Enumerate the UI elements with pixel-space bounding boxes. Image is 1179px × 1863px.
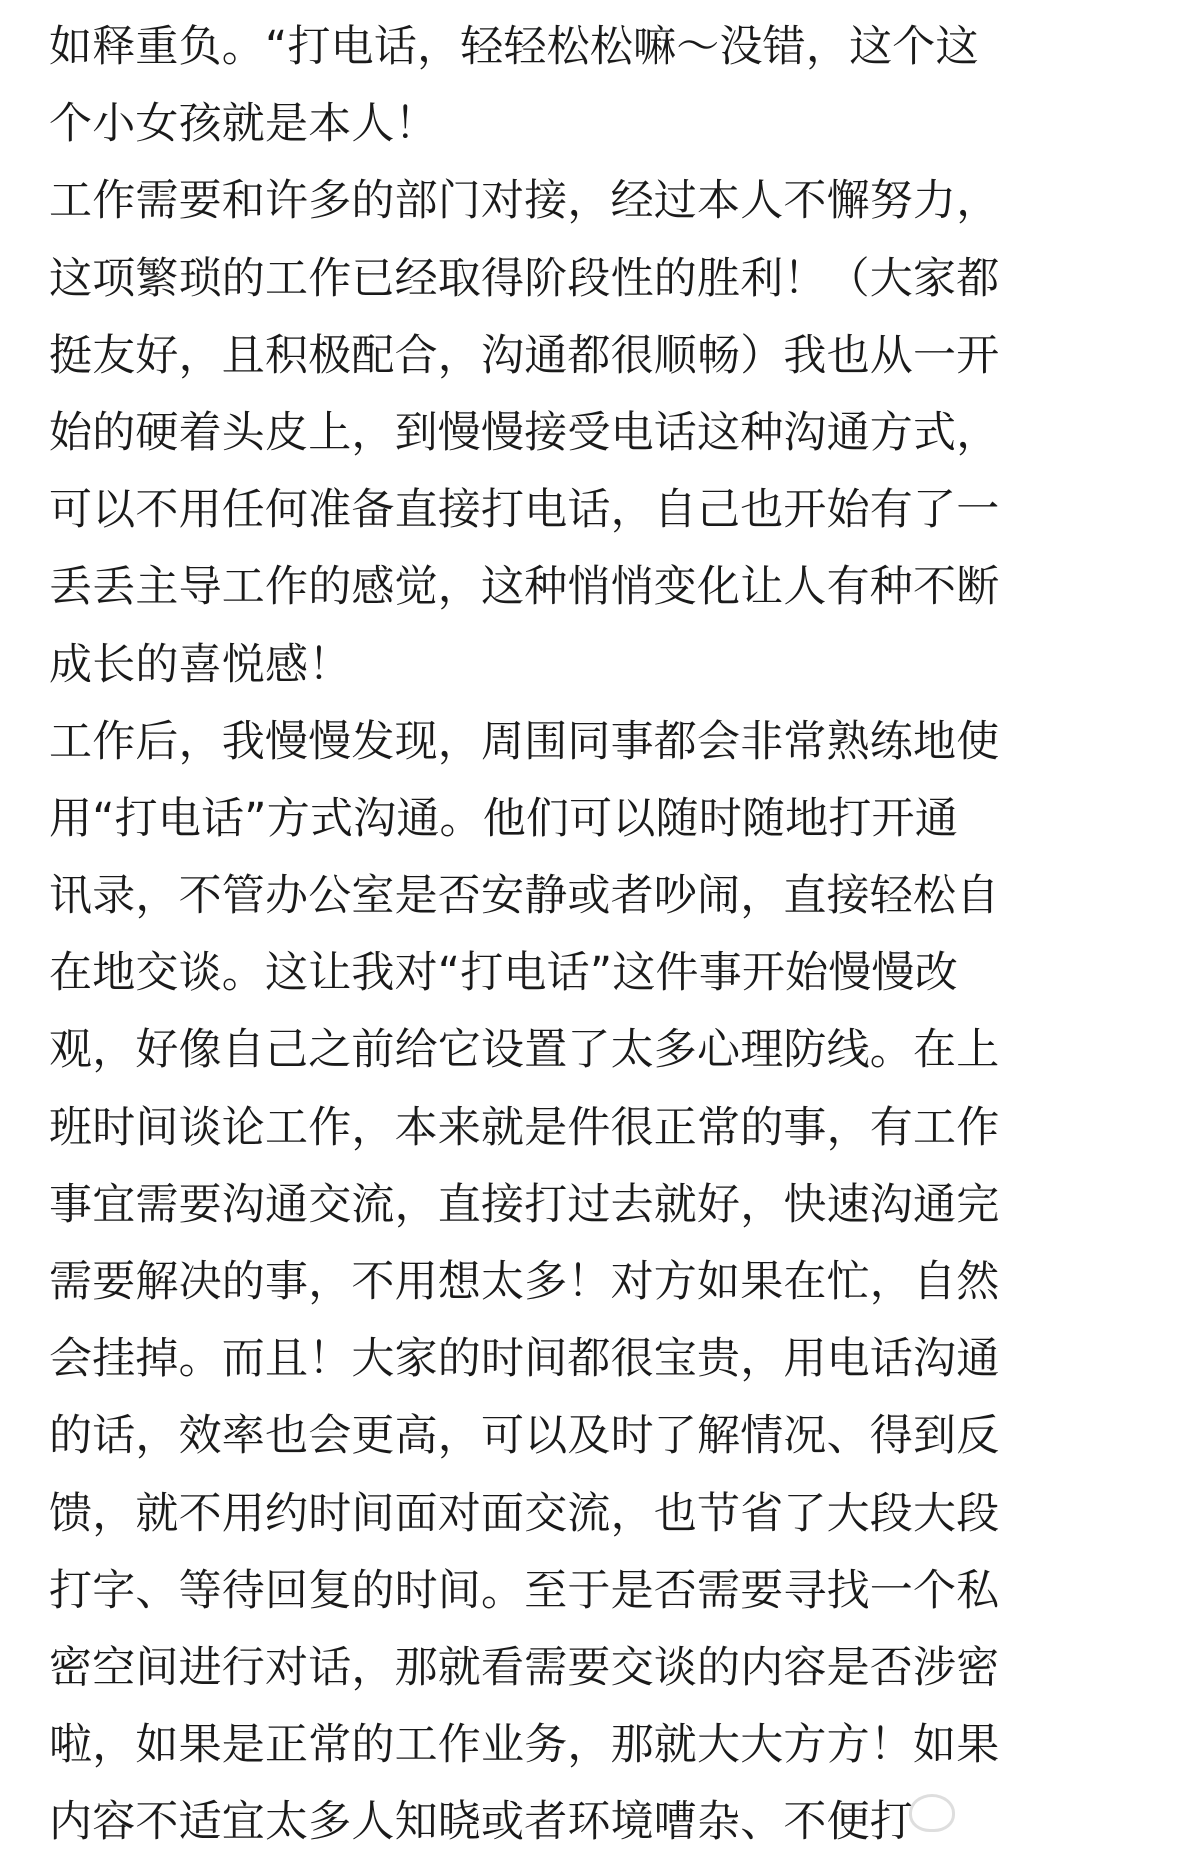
- text-line: 的话，效率也会更高，可以及时了解情况、得到反: [49, 1411, 1000, 1462]
- text-line: 工作需要和许多的部门对接，经过本人不懈努力，: [49, 176, 1000, 227]
- text-line: 在地交谈。这让我对“打电话”这件事开始慢慢改: [49, 948, 958, 999]
- text-line: 工作后，我慢慢发现，周围同事都会非常熟练地使: [49, 716, 1000, 767]
- text-line: 始的硬着头皮上，到慢慢接受电话这种沟通方式，: [49, 407, 1000, 458]
- text-line: 个小女孩就是本人！: [49, 99, 438, 150]
- text-line: 丢丢主导工作的感觉，这种悄悄变化让人有种不断: [49, 562, 1000, 613]
- text-line: 用“打电话”方式沟通。他们可以随时随地打开通: [49, 793, 958, 844]
- text-line: 观，好像自己之前给它设置了太多心理防线。在上: [49, 1025, 1000, 1076]
- text-line: 打字、等待回复的时间。至于是否需要寻找一个私: [49, 1565, 1000, 1616]
- text-line: 可以不用任何准备直接打电话，自己也开始有了一: [49, 485, 1000, 536]
- text-line: 内容不适宜太多人知晓或者环境嘈杂、不便打: [49, 1797, 913, 1848]
- watermark: [909, 1785, 1139, 1841]
- text-line: 班时间谈论工作，本来就是件很正常的事，有工作: [49, 1102, 1000, 1153]
- text-line: 这项繁琐的工作已经取得阶段性的胜利！（大家都: [49, 253, 1000, 304]
- text-line: 成长的喜悦感！: [49, 639, 352, 690]
- text-line: 啦，如果是正常的工作业务，那就大大方方！如果: [49, 1720, 1000, 1771]
- text-line: 如释重负。“打电话，轻轻松松嘛～没错，这个这: [49, 22, 979, 72]
- article-body: [49, 0, 1134, 1862]
- text-line: 挺友好，且积极配合，沟通都很顺畅）我也从一开: [49, 330, 1000, 381]
- text-line: 事宜需要沟通交流，直接打过去就好，快速沟通完: [49, 1179, 1000, 1230]
- text-line: 会挂掉。而且！大家的时间都很宝贵，用电话沟通: [49, 1334, 1000, 1385]
- text-line: 馈，就不用约时间面对面交流，也节省了大段大段: [49, 1488, 1000, 1539]
- text-line: 密空间进行对话，那就看需要交谈的内容是否涉密: [49, 1642, 1000, 1693]
- text-line: 需要解决的事，不用想太多！对方如果在忙，自然: [49, 1257, 1000, 1307]
- weibo-logo-icon: [909, 1794, 955, 1832]
- text-line: 讯录，不管办公室是否安静或者吵闹，直接轻松自: [49, 871, 1000, 922]
